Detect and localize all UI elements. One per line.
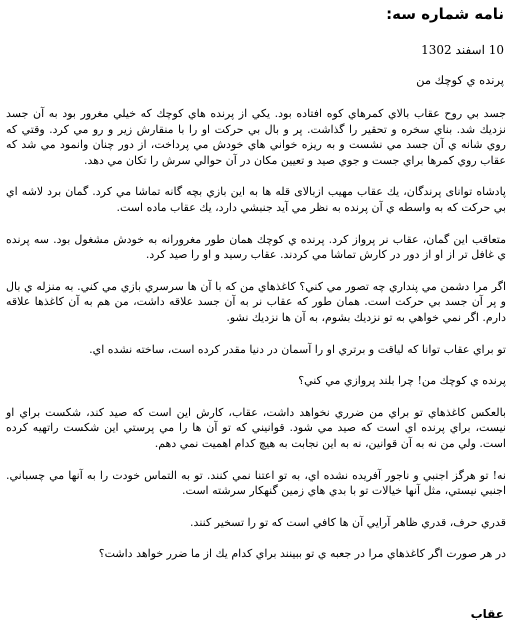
paragraph: تو براي عقاب توانا كه لياقت و برتري او را آسمان در دنيا مقدر كرده است، ساخته نشده اي. [89,342,506,356]
paragraph: متعاقب اين گمان، عقاب نر پرواز كرد. پرنده ي كوچك همان طور مغرورانه به خودش مشغول بود. سه پرنده ي غافل تر از او از دور در كارش تماشا مي كردند. عقاب رسيد و او را صيد كرد. [6,232,506,262]
paragraph: پرنده ي كوچك من! چرا بلند پروازي مي كني؟ [298,374,506,388]
paragraph: نه! تو هرگز اجنبي و ناجور آفريده نشده اي، به تو اعتنا نمي كنند. تو به التماس خودت را به آنها مي چسباني. اجنبي نيستي، مثل آنها خيالات تو با بدي هاي زمين گنهكار سرشته است. [6,468,506,498]
paragraph: اگر مرا دشمن مي پنداري چه تصور مي كني؟ كاغذهاي من كه با آن ها سرسري بازي مي كني. به منزله ي بال و پر آن جسد بي حركت است. همان طور كه عقاب نر به آن جسد علاقه داشت، من هم به آن كاغذها علاقه دارم. اگر نمي خواهي به تو نزديك بشوم، به آن ها نزديك نشو. [6,279,506,324]
letter-signature: عقاب [470,607,504,621]
letter-title: نامه شماره سه: [386,5,504,23]
paragraph: در هر صورت اگر كاغذهاي مرا در جعبه ي تو ببينند براي كدام يك از ما ضرر خواهد داشت؟ [98,547,506,561]
letter-salutation: پرنده ي كوچك من [416,73,504,87]
paragraph: پادشاه توانای پرندگان، یك عقاب مهیب ازبالای قله ها به این بازي بچه گانه تماشا مي كرد. گمان برد لاشه اي بي حركت كه به واسطه ي آن پرنده به نظر مي آيد جنبشي دارد، يك عقاب ماده است. [6,185,506,214]
letter-date: 10 اسفند 1302 [421,43,504,57]
paragraph: جسد بي روح عقاب بالاي كمرهاي كوه افتاده بود. يكي از پرنده هاي كوچك كه خيلي مغرور بود به آن جسد نزديك شد. بناي سخره و تحقير را گذاشت. پر و بال بي حركت او را با منقارش زير و رو مي كرد. وقتي كه روي شانه ي آن جسد مي نشست و به ريزه خواني هاي خودش مي پرداخت، از دور چنان وانمود مي شد كه عقاب روي كمرها براي جست و جوي صيد و تعيين مكان در آن حوالي سرش را تكان مي دهد. [6,107,506,167]
paragraph: بالعكس كاغذهاي تو براي من ضرري نخواهد داشت، عقاب، كارش اين است كه صيد كند، شكست براي او نيست، براي پرنده اي است كه صيد مي شود. قوانيني كه تو آن ها را مي پرستي اين شكست راتهيه كرده است. ولي من نه به آن قوانين، نه به اين نجابت به هيچ كدام اهميت نمي دهم. [6,405,506,450]
letter-body [6,106,506,578]
paragraph: قدري حرف، قدري ظاهر آرايي آن ها كافي است كه تو را تسخير كنند. [190,515,506,529]
